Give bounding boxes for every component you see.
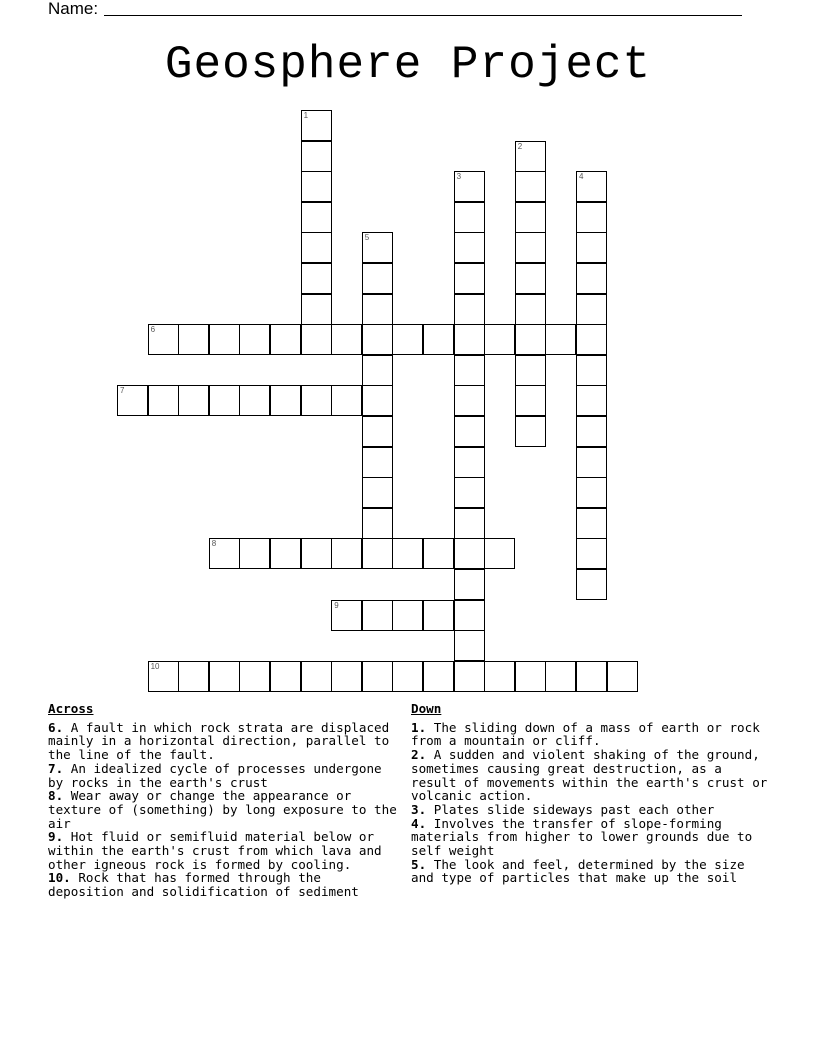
- grid-cell[interactable]: [209, 538, 240, 569]
- clue-number-label: 6.: [48, 719, 64, 735]
- grid-cell[interactable]: [362, 355, 393, 386]
- across-clue: [48, 762, 404, 789]
- clue-text: Wear away or change the appearance or texture of (something) by long exposure to the air: [48, 788, 397, 831]
- grid-cell[interactable]: [423, 600, 454, 631]
- grid-cell[interactable]: [423, 538, 454, 569]
- page-title: Geosphere Project: [164, 39, 652, 91]
- grid-cell[interactable]: [515, 385, 546, 416]
- grid-cell[interactable]: [362, 661, 393, 692]
- grid-cell[interactable]: [270, 324, 301, 355]
- down-clues: [411, 702, 771, 885]
- grid-cell[interactable]: [576, 324, 607, 355]
- clue-number: 10: [150, 661, 160, 671]
- grid-cell[interactable]: [301, 661, 332, 692]
- across-clue: [48, 871, 404, 898]
- grid-cell[interactable]: [454, 171, 485, 202]
- grid-cell[interactable]: [454, 324, 485, 355]
- grid-cell[interactable]: [270, 385, 301, 416]
- across-clue: [48, 830, 404, 871]
- clue-number-label: 7.: [48, 760, 64, 776]
- grid-cell[interactable]: [576, 477, 607, 508]
- grid-cell[interactable]: [454, 202, 485, 233]
- grid-cell[interactable]: [454, 508, 485, 539]
- grid-cell[interactable]: [301, 538, 332, 569]
- grid-cell[interactable]: [362, 324, 393, 355]
- grid-cell[interactable]: [576, 202, 607, 233]
- grid-cell[interactable]: [515, 324, 546, 355]
- clue-number: 1: [303, 111, 309, 120]
- grid-cell[interactable]: [454, 661, 485, 692]
- grid-cell[interactable]: [607, 661, 638, 692]
- grid-cell[interactable]: [576, 171, 607, 202]
- grid-cell[interactable]: [454, 538, 485, 569]
- grid-cell[interactable]: [362, 416, 393, 447]
- clue-text: Involves the transfer of slope-forming materials from higher to lower grounds due to self weight: [411, 815, 753, 859]
- grid-cell[interactable]: [484, 538, 515, 569]
- grid-cell[interactable]: [454, 600, 485, 631]
- grid-cell[interactable]: [301, 171, 332, 202]
- grid-cell[interactable]: [515, 416, 546, 447]
- grid-cell[interactable]: [301, 110, 332, 141]
- clue-number-label: 1.: [411, 719, 427, 735]
- grid-cell[interactable]: [454, 569, 485, 600]
- grid-cell[interactable]: [576, 508, 607, 539]
- grid-cell[interactable]: [148, 385, 179, 416]
- grid-cell[interactable]: [454, 477, 485, 508]
- grid-cell[interactable]: [331, 600, 362, 631]
- down-heading: Down: [411, 701, 442, 716]
- grid-cell[interactable]: [454, 447, 485, 478]
- clue-text: A fault in which rock strata are displaced mainly in a horizontal direction, parallel to the line of the fault.: [48, 719, 390, 763]
- grid-cell[interactable]: [423, 324, 454, 355]
- grid-cell[interactable]: [239, 538, 270, 569]
- clue-text: A sudden and violent shaking of the ground, sometimes causing great destruction, as a result of movements within the earth's crust or volcanic action.: [411, 747, 768, 804]
- clue-text: The sliding down of a mass of earth or rock from a mountain or cliff.: [411, 719, 760, 749]
- grid-cell[interactable]: [545, 661, 576, 692]
- grid-cell[interactable]: [515, 263, 546, 294]
- grid-cell[interactable]: [515, 661, 546, 692]
- grid-cell[interactable]: [515, 141, 546, 172]
- grid-cell[interactable]: [454, 355, 485, 386]
- clue-number: 3: [456, 172, 462, 182]
- grid-cell[interactable]: [362, 294, 393, 325]
- clue-number: 8: [211, 539, 217, 549]
- clue-text: Hot fluid or semifluid material below or within the earth's crust from which lava and other igneous rock is formed by cooling.: [48, 829, 382, 872]
- clue-number-label: 9.: [48, 829, 64, 845]
- clue-number: 4: [579, 172, 584, 182]
- grid-cell[interactable]: [454, 232, 485, 263]
- grid-cell[interactable]: [515, 171, 546, 202]
- grid-cell[interactable]: [362, 232, 393, 263]
- clue-number: 5: [364, 233, 370, 243]
- name-label: Name:: [48, 0, 99, 18]
- clue-number-label: 5.: [411, 856, 427, 872]
- grid-cell[interactable]: [576, 538, 607, 569]
- clue-number: 9: [334, 600, 339, 610]
- grid-cell[interactable]: [178, 385, 209, 416]
- grid-cell[interactable]: [454, 630, 485, 661]
- grid-cell[interactable]: [362, 600, 393, 631]
- down-clue: [411, 748, 771, 803]
- clue-text: Rock that has formed through the deposition and solidification of sediment: [48, 870, 359, 900]
- grid-cell[interactable]: [484, 324, 515, 355]
- grid-cell[interactable]: [301, 385, 332, 416]
- across-clue: [48, 721, 404, 762]
- grid-cell[interactable]: [209, 385, 240, 416]
- grid-cell[interactable]: [454, 263, 485, 294]
- grid-cell[interactable]: [301, 202, 332, 233]
- grid-cell[interactable]: [454, 385, 485, 416]
- grid-cell[interactable]: [301, 141, 332, 172]
- grid-cell[interactable]: [270, 538, 301, 569]
- grid-cell[interactable]: [239, 385, 270, 416]
- grid-cell[interactable]: [392, 324, 423, 355]
- grid-cell[interactable]: [331, 385, 362, 416]
- grid-cell[interactable]: [423, 661, 454, 692]
- grid-cell[interactable]: [301, 263, 332, 294]
- clue-text: Plates slide sideways past each other: [426, 801, 715, 817]
- grid-cell[interactable]: [392, 538, 423, 569]
- across-heading: Across: [48, 701, 94, 716]
- grid-cell[interactable]: [362, 385, 393, 416]
- grid-cell[interactable]: [515, 294, 546, 325]
- clue-text: An idealized cycle of processes undergone by rocks in the earth's crust: [48, 760, 382, 790]
- grid-cell[interactable]: [362, 508, 393, 539]
- clue-number-label: 2.: [411, 747, 427, 763]
- grid-cell[interactable]: [331, 661, 362, 692]
- down-clue: [411, 817, 771, 858]
- grid-cell[interactable]: [576, 355, 607, 386]
- grid-cell[interactable]: [301, 324, 332, 355]
- grid-cell[interactable]: [178, 324, 209, 355]
- grid-cell[interactable]: [270, 661, 301, 692]
- clue-number-label: 10.: [48, 870, 71, 886]
- grid-cell[interactable]: [209, 661, 240, 692]
- grid-cell[interactable]: [576, 232, 607, 263]
- grid-cell[interactable]: [362, 263, 393, 294]
- grid-cell[interactable]: [301, 232, 332, 263]
- grid-cell[interactable]: [239, 324, 270, 355]
- grid-cell[interactable]: [362, 477, 393, 508]
- grid-cell[interactable]: [331, 538, 362, 569]
- grid-cell[interactable]: [545, 324, 576, 355]
- clue-number-label: 8.: [48, 788, 64, 804]
- grid-cell[interactable]: [515, 202, 546, 233]
- grid-cell[interactable]: [515, 355, 546, 386]
- grid-cell[interactable]: [576, 416, 607, 447]
- grid-cell[interactable]: [454, 416, 485, 447]
- grid-cell[interactable]: [117, 385, 148, 416]
- grid-cell[interactable]: [576, 569, 607, 600]
- grid-cell[interactable]: [392, 661, 423, 692]
- grid-cell[interactable]: [576, 294, 607, 325]
- clue-number-label: 3.: [411, 801, 427, 817]
- across-clues: [48, 702, 404, 899]
- grid-cell[interactable]: [392, 600, 423, 631]
- grid-cell[interactable]: [148, 324, 179, 355]
- grid-cell[interactable]: [239, 661, 270, 692]
- across-clue: [48, 789, 404, 830]
- grid-cell[interactable]: [209, 324, 240, 355]
- clue-number: 7: [120, 386, 125, 396]
- clue-number: 6: [150, 325, 156, 335]
- grid-cell[interactable]: [178, 661, 209, 692]
- grid-cell[interactable]: [362, 538, 393, 569]
- down-clue: [411, 803, 771, 817]
- grid-cell[interactable]: [576, 263, 607, 294]
- grid-cell[interactable]: [484, 661, 515, 692]
- grid-cell[interactable]: [454, 294, 485, 325]
- clue-text: The look and feel, determined by the size and type of particles that make up the soil: [411, 856, 745, 886]
- across-clue-list: [48, 721, 404, 899]
- down-clue: [411, 858, 771, 885]
- grid-cell[interactable]: [576, 661, 607, 692]
- grid-cell[interactable]: [148, 661, 179, 692]
- down-clue: [411, 721, 771, 748]
- clue-number-label: 4.: [411, 815, 427, 831]
- down-clue-list: [411, 721, 771, 885]
- clue-number: 2: [517, 141, 523, 151]
- grid-cell[interactable]: [515, 232, 546, 263]
- grid-cell[interactable]: [362, 447, 393, 478]
- grid-cell[interactable]: [331, 324, 362, 355]
- grid-cell[interactable]: [576, 447, 607, 478]
- grid-cell[interactable]: [301, 294, 332, 325]
- grid-cell[interactable]: [576, 385, 607, 416]
